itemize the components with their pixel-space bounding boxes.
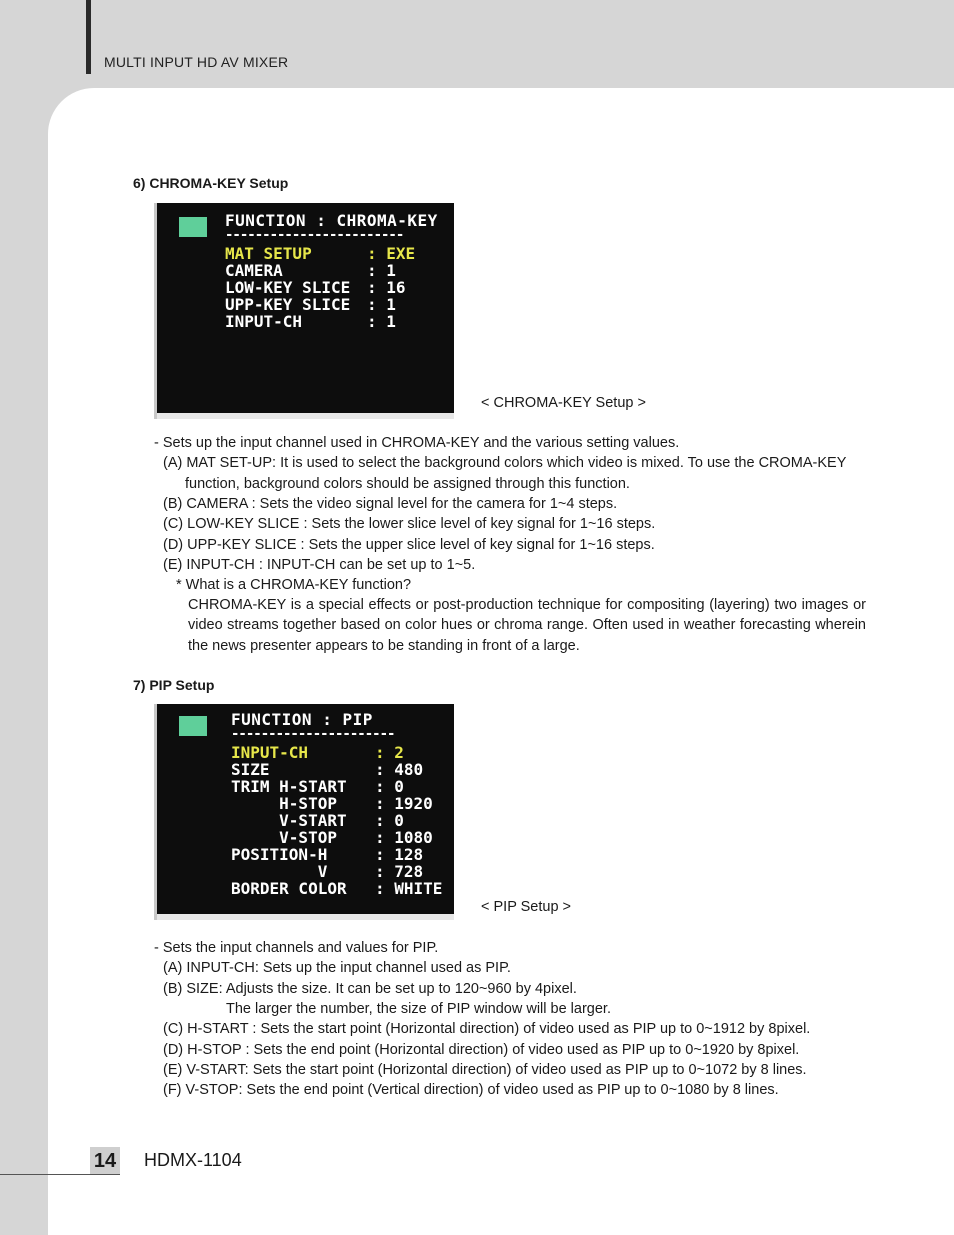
- screen-row-value: : 1: [367, 295, 396, 314]
- screen-row-value: : EXE: [367, 244, 416, 263]
- page-number: 14: [90, 1147, 120, 1175]
- chroma-section-heading: 6) CHROMA-KEY Setup: [133, 175, 289, 191]
- screen-row-value: : 0: [375, 811, 404, 830]
- pip-item-f: (F) V-STOP: Sets the end point (Vertical direction) of video used as PIP up to 0~1080 by 8 lines.: [163, 1082, 779, 1098]
- pip-item-a: (A) INPUT-CH: Sets up the input channel used as PIP.: [163, 960, 511, 976]
- chroma-item-c: (C) LOW-KEY SLICE : Sets the lower slice level of key signal for 1~16 steps.: [163, 516, 656, 532]
- screen-row-value: : WHITE: [375, 879, 443, 898]
- screen-row-label: TRIM H-START: [231, 777, 357, 796]
- monitor-bezel: [157, 413, 454, 419]
- pip-item-c: (C) H-START : Sets the start point (Horizontal direction) of video used as PIP up to 0~1912 by 8pixel.: [163, 1021, 811, 1037]
- pip-intro: - Sets the input channels and values for PIP.: [154, 940, 439, 956]
- screen-row-value: : 480: [375, 760, 424, 779]
- screen-row-value: : 128: [375, 845, 424, 864]
- screen-row-value: : 728: [375, 862, 424, 881]
- header-accent-bar: [86, 0, 91, 74]
- screen-row-value: : 1: [367, 312, 396, 331]
- monitor-bezel: [157, 914, 454, 920]
- indicator-icon: [179, 716, 207, 736]
- screen-row-label: INPUT-CH: [231, 743, 357, 762]
- screen-row-label: MAT SETUP: [225, 244, 312, 263]
- screen-row-value: : 1: [367, 261, 396, 280]
- chroma-caption: < CHROMA-KEY Setup >: [481, 395, 646, 411]
- pip-item-e: (E) V-START: Sets the start point (Horizontal direction) of video used as PIP up to 0~1072 by 8 lines.: [163, 1062, 807, 1078]
- screen-row-label: POSITION-H: [231, 845, 357, 864]
- screen-row-value: : 0: [375, 777, 404, 796]
- header-title: MULTI INPUT HD AV MIXER: [104, 54, 289, 70]
- pip-caption: < PIP Setup >: [481, 899, 572, 915]
- screen-row-value: : 2: [375, 743, 404, 762]
- chroma-item-b: (B) CAMERA : Sets the video signal level for the camera for 1~4 steps.: [163, 496, 618, 512]
- footer-rule: [0, 1174, 120, 1175]
- indicator-icon: [179, 217, 207, 237]
- screen-function-line: FUNCTION : PIP: [231, 710, 373, 729]
- screen-row-label: H-STOP: [231, 794, 357, 813]
- screen-row-label: V-STOP: [231, 828, 357, 847]
- pip-item-b: (B) SIZE: Adjusts the size. It can be set up to 120~960 by 4pixel.: [163, 981, 577, 997]
- chroma-intro: - Sets up the input channel used in CHROMA-KEY and the various setting values.: [154, 435, 680, 451]
- pip-screen-image: [154, 704, 454, 920]
- pip-item-b-cont: The larger the number, the size of PIP window will be larger.: [226, 1001, 611, 1017]
- screen-divider: ----------------------: [231, 726, 395, 742]
- chroma-screen-image: [154, 203, 454, 419]
- chroma-item-d: (D) UPP-KEY SLICE : Sets the upper slice level of key signal for 1~16 steps.: [163, 537, 655, 553]
- chroma-item-e: (E) INPUT-CH : INPUT-CH can be set up to 1~5.: [163, 557, 476, 573]
- screen-row-value: : 1920: [375, 794, 433, 813]
- header-band: [0, 0, 954, 90]
- screen-row-label: INPUT-CH: [225, 312, 303, 331]
- pip-item-d: (D) H-STOP : Sets the end point (Horizontal direction) of video used as PIP up to 0~1920 by 8pixel.: [163, 1042, 800, 1058]
- screen-row-label: V: [231, 862, 357, 881]
- pip-section-heading: 7) PIP Setup: [133, 677, 215, 693]
- screen-row-value: : 1080: [375, 828, 433, 847]
- screen-function-line: FUNCTION : CHROMA-KEY: [225, 211, 438, 230]
- screen-row-label: SIZE: [231, 760, 357, 779]
- chroma-note-body: CHROMA-KEY is a special effects or post-production technique for compositing (layering) two images or video streams together based on color hues or chroma range. Often used in weather forecasting wherein the news presenter appears to be standing in front of a large.: [188, 597, 866, 654]
- screen-row-value: : 16: [367, 278, 406, 297]
- chroma-note-title: * What is a CHROMA-KEY function?: [176, 577, 412, 593]
- model-name: HDMX-1104: [144, 1150, 242, 1170]
- screen-row-label: CAMERA: [225, 261, 283, 280]
- chroma-item-a: (A) MAT SET-UP: It is used to select the background colors which video is mixed. To use the CROMA-KEY: [163, 455, 847, 471]
- screen-row-label: UPP-KEY SLICE: [225, 295, 351, 314]
- screen-divider: ------------------------: [225, 227, 404, 243]
- chroma-item-a-cont: function, background colors should be assigned through this function.: [185, 476, 630, 492]
- screen-row-label: LOW-KEY SLICE: [225, 278, 351, 297]
- screen-row-label: BORDER COLOR: [231, 879, 357, 898]
- screen-row-label: V-START: [231, 811, 357, 830]
